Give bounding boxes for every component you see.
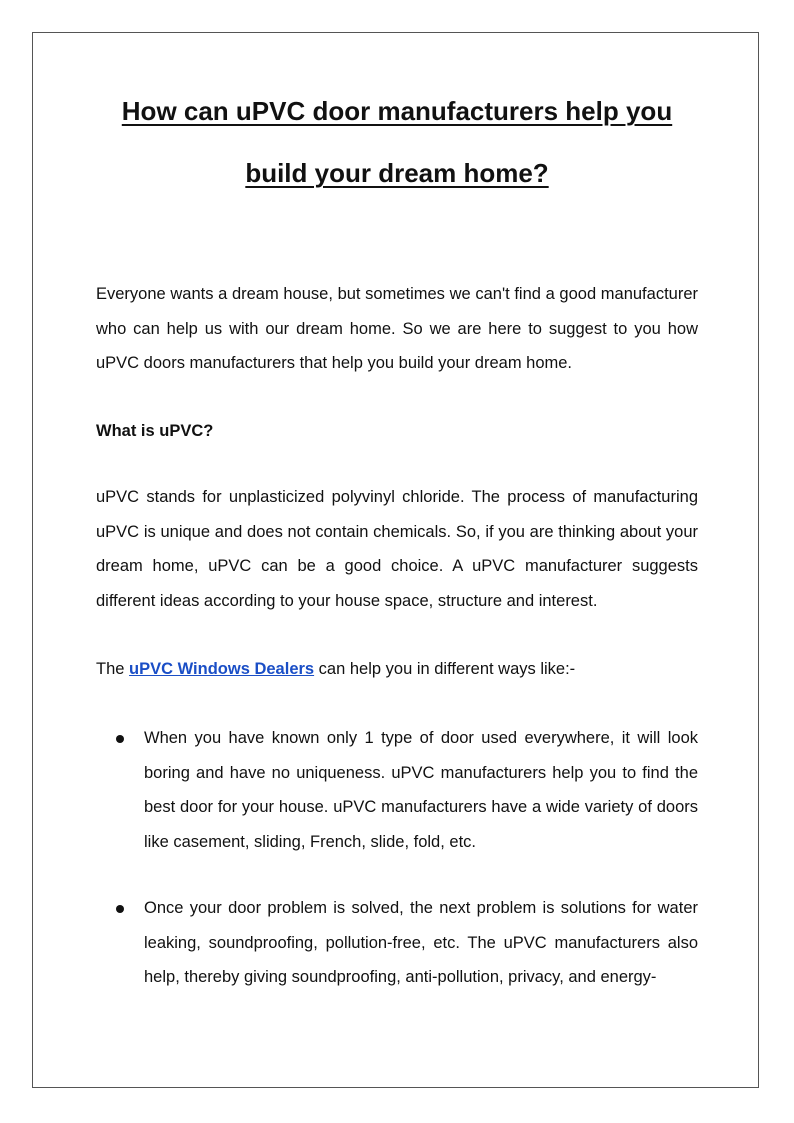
bullet-text: When you have known only 1 type of door used everywhere, it will look boring and have no uniqueness. uPVC manufacturers help you to find the best door for your house. uPVC manufacturers have a wide variety of doors like casement, sliding, French, slide, fold, etc. bbox=[144, 729, 698, 851]
bullet-icon bbox=[116, 905, 124, 913]
title-line-1: How can uPVC door manufacturers help you bbox=[121, 96, 673, 126]
bullet-icon bbox=[116, 735, 124, 743]
dealers-prefix: The bbox=[96, 660, 130, 678]
section-heading: What is uPVC? bbox=[96, 422, 214, 440]
dealers-suffix: can help you in different ways like:- bbox=[314, 660, 576, 678]
list-item bbox=[114, 891, 698, 995]
benefits-list-continued bbox=[114, 891, 698, 995]
benefits-list bbox=[114, 721, 698, 859]
title-line-2: build your dream home? bbox=[245, 158, 549, 188]
bullet-text: Once your door problem is solved, the next problem is solutions for water leaking, soundproofing, pollution-free, etc. The uPVC manufacturers also help, thereby giving soundproofing, anti-pollution, privacy, and energy- bbox=[144, 899, 698, 986]
dealers-paragraph bbox=[96, 652, 698, 687]
intro-paragraph: Everyone wants a dream house, but sometimes we can't find a good manufacturer who can help us with our dream home. So we are here to suggest to you how uPVC doors manufacturers that help you build your dream home. bbox=[96, 285, 698, 372]
list-item bbox=[114, 721, 698, 859]
definition-paragraph: uPVC stands for unplasticized polyvinyl chloride. The process of manufacturing uPVC is unique and does not contain chemicals. So, if you are thinking about your dream home, uPVC can be a good choice. A uPVC manufacturer suggests different ideas according to your house space, structure and interest. bbox=[96, 488, 698, 610]
upvc-windows-dealers-link[interactable]: uPVC Windows Dealers bbox=[129, 660, 315, 678]
